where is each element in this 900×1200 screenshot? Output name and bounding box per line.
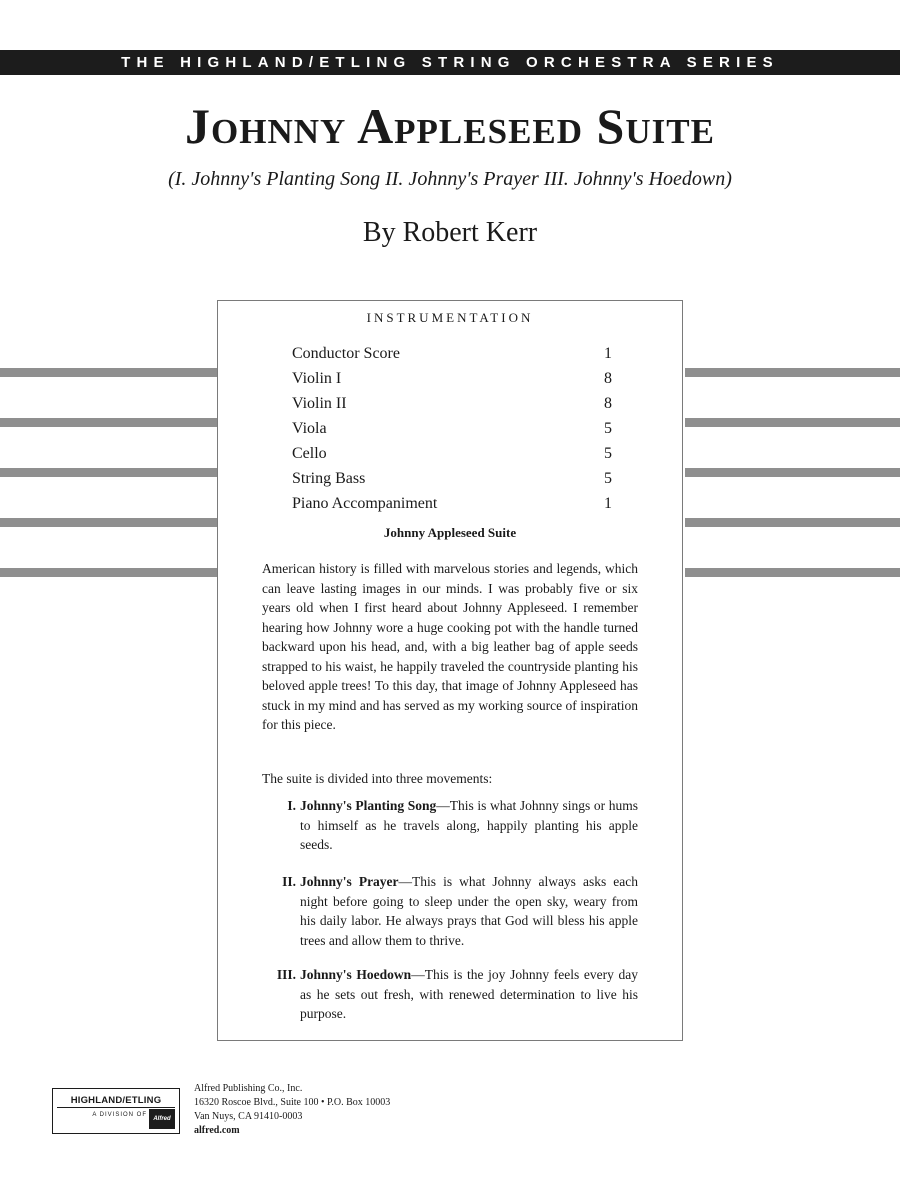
instrument-row: [292, 441, 612, 466]
instrumentation-heading: INSTRUMENTATION: [366, 310, 534, 325]
logo-divider: [57, 1107, 175, 1108]
instrument-name: Viola: [292, 420, 327, 437]
movement-numeral: III.: [276, 967, 296, 982]
instrument-count: 8: [604, 370, 612, 387]
instrument-name: Piano Accompaniment: [292, 495, 438, 512]
staff-line-right: [685, 518, 900, 527]
series-banner: THE HIGHLAND/ETLING STRING ORCHESTRA SERIES: [0, 50, 900, 75]
movement-title: Johnny's Planting Song: [300, 798, 437, 813]
staff-line-left: [0, 518, 217, 527]
instrument-count: 8: [604, 395, 612, 412]
movement-description: [300, 872, 638, 950]
instrument-count: 5: [604, 470, 612, 487]
program-notes-intro: American history is filled with marvelous stories and legends, which can leave lasting images in our minds. I was probably five or six years old when I first heard about Johnny Appleseed. I remember hearing how Johnny wore a huge cooking pot with the handle turned backward upon his head, and, with a big leather bag of apple seeds strapped to his waist, he happily traveled the countryside planting his beloved apple trees! To this day, that image of Johnny Appleseed has stuck in my mind and has served as my working source of inspiration for this piece.: [262, 561, 638, 732]
instrument-name: Conductor Score: [292, 345, 400, 362]
movement-text: —This is the joy Johnny feels every day as he sets out fresh, with renewed determination to live his purpose.: [300, 967, 638, 1021]
staff-line-right: [685, 368, 900, 377]
staff-line-right: [685, 418, 900, 427]
staff-line-left: [0, 368, 217, 377]
instrument-name: Violin II: [292, 395, 347, 412]
logo-division: A DIVISION OF: [92, 1112, 147, 1118]
highland-etling-logo: [52, 1088, 180, 1134]
instrument-count: 5: [604, 420, 612, 437]
movement-description: [300, 796, 638, 855]
publisher-name: Alfred Publishing Co., Inc.: [194, 1083, 303, 1094]
instrument-row: [292, 341, 612, 366]
staff-line-left: [0, 418, 217, 427]
notes-heading: Johnny Appleseed Suite: [383, 525, 517, 540]
instrument-row: [292, 366, 612, 391]
page-title: Johnny Appleseed Suite: [185, 98, 715, 154]
movement-text: —This is what Johnny always asks each night before going to sleep under the open sky, weary from his daily labor. He always prays that God will bless his apple trees and allow them to thrive.: [300, 874, 638, 948]
instrumentation-panel: [217, 300, 683, 1041]
instrument-count: 1: [604, 345, 612, 362]
instrument-name: Cello: [292, 445, 327, 462]
movement-text: —This is what Johnny sings or hums to himself as he travels along, happily planting his apple seeds.: [300, 798, 638, 852]
movement-description: [300, 965, 638, 1024]
movement-numeral: II.: [282, 874, 296, 889]
instrument-row: [292, 491, 612, 516]
staff-line-right: [685, 568, 900, 577]
instrument-count: 5: [604, 445, 612, 462]
movements-intro: The suite is divided into three movements:: [262, 771, 493, 786]
instrument-row: [292, 416, 612, 441]
staff-line-right: [685, 468, 900, 477]
movement-title: Johnny's Prayer: [300, 874, 399, 889]
publisher-info: [194, 1082, 494, 1138]
publisher-city: Van Nuys, CA 91410-0003: [194, 1111, 303, 1122]
instrument-count: 1: [604, 495, 612, 512]
staff-line-left: [0, 568, 217, 577]
movement-numeral: I.: [287, 798, 296, 813]
movements-subtitle: (I. Johnny's Planting Song II. Johnny's Prayer III. Johnny's Hoedown): [168, 168, 732, 190]
alfred-logo-mark: Alfred: [149, 1109, 175, 1129]
instrumentation-list: [292, 341, 612, 516]
publisher-website: alfred.com: [194, 1125, 240, 1136]
instrument-name: String Bass: [292, 470, 366, 487]
movement-title: Johnny's Hoedown: [300, 967, 412, 982]
publisher-address: 16320 Roscoe Blvd., Suite 100 • P.O. Box 10003: [194, 1097, 391, 1108]
staff-line-left: [0, 468, 217, 477]
instrument-row: [292, 391, 612, 416]
instrument-row: [292, 466, 612, 491]
instrument-name: Violin I: [292, 370, 342, 387]
logo-name: HIGHLAND/ETLING: [70, 1095, 162, 1106]
composer-byline: By Robert Kerr: [362, 217, 538, 248]
